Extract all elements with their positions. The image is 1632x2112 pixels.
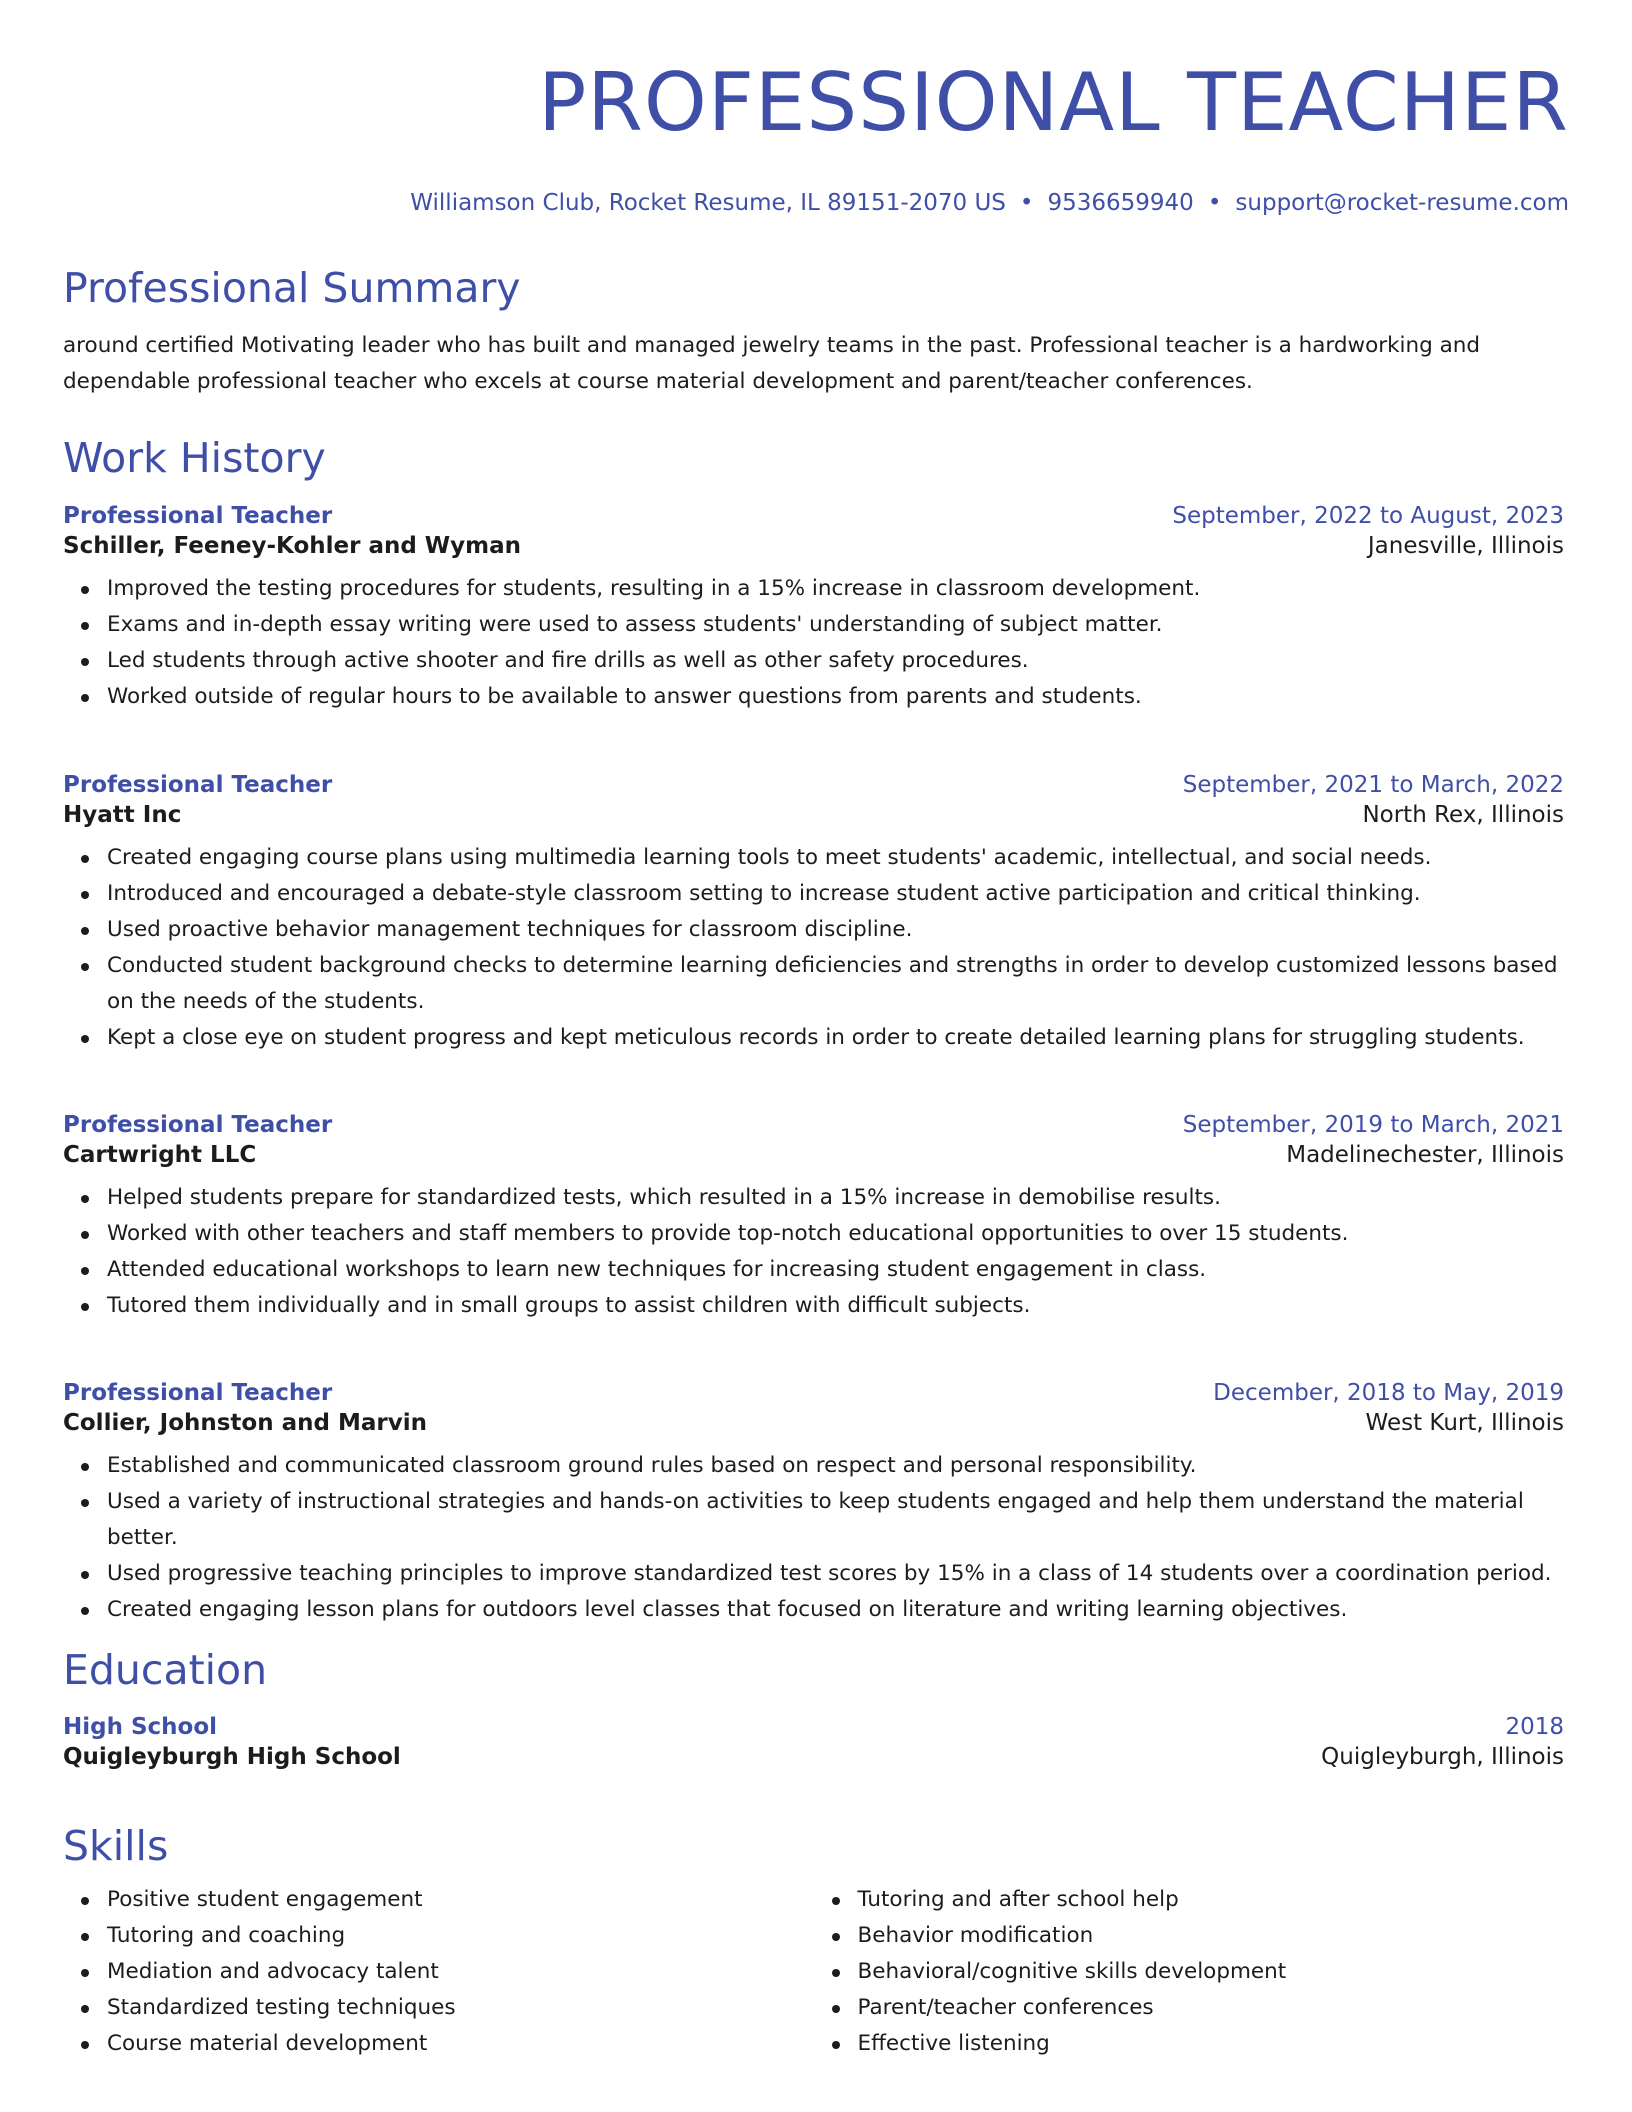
- section-title-summary: Professional Summary: [63, 264, 521, 312]
- section-title-work: Work History: [63, 434, 326, 482]
- address: Williamson Club, Rocket Resume, IL 89151-2070 US: [410, 190, 1006, 216]
- job-bullets: [63, 1448, 1564, 1628]
- list-item: Created engaging course plans using multimedia learning tools to meet students' academic, intellectual, and social needs.: [107, 840, 1564, 876]
- skill-item: Standardized testing techniques: [107, 1990, 814, 2026]
- email: support@rocket-resume.com: [1235, 190, 1569, 216]
- summary-text: around certified Motivating leader who has built and managed jewelry teams in the past. Professional teacher is a hardworking and dependable professional teacher who excels at course material development and parent/teacher conferences.: [63, 333, 1481, 394]
- separator: •: [1207, 190, 1222, 216]
- job-dates: September, 2019 to March, 2021: [1182, 1112, 1564, 1138]
- job-location: Madelinechester, Illinois: [1286, 1142, 1564, 1168]
- job-dates: September, 2022 to August, 2023: [1172, 503, 1564, 529]
- skill-item: Course material development: [107, 2026, 814, 2062]
- list-item: Kept a close eye on student progress and kept meticulous records in order to create detailed learning plans for struggling students.: [107, 1020, 1564, 1056]
- skill-item: Mediation and advocacy talent: [107, 1954, 814, 1990]
- job-company: Cartwright LLC: [63, 1142, 257, 1168]
- list-item: Helped students prepare for standardized tests, which resulted in a 15% increase in demobilise results.: [107, 1180, 1564, 1216]
- list-item: Tutored them individually and in small groups to assist children with difficult subjects.: [107, 1288, 1564, 1324]
- summary-section: [63, 262, 1564, 400]
- skill-item: Positive student engagement: [107, 1882, 814, 1918]
- contact-line: [63, 188, 1569, 218]
- list-item: Led students through active shooter and fire drills as well as other safety procedures.: [107, 643, 1564, 679]
- job-bullets: [63, 1180, 1564, 1324]
- job-company: Hyatt Inc: [63, 802, 182, 828]
- job-role: Professional Teacher: [63, 1112, 333, 1138]
- section-title-education: Education: [63, 1646, 268, 1694]
- list-item: Attended educational workshops to learn new techniques for increasing student engagement in class.: [107, 1252, 1564, 1288]
- job-bullets: [63, 840, 1564, 1056]
- list-item: Worked outside of regular hours to be available to answer questions from parents and students.: [107, 679, 1564, 715]
- job-role: Professional Teacher: [63, 772, 333, 798]
- list-item: Conducted student background checks to determine learning deficiencies and strengths in order to develop customized lessons based on the needs of the students.: [107, 948, 1564, 1020]
- job-role: Professional Teacher: [63, 503, 333, 529]
- list-item: Used a variety of instructional strategies and hands-on activities to keep students engaged and help them understand the material better.: [107, 1484, 1564, 1556]
- phone: 9536659940: [1047, 190, 1194, 216]
- skill-item: Parent/teacher conferences: [858, 1990, 1565, 2026]
- job-entry: [63, 772, 1564, 1056]
- list-item: Used proactive behavior management techniques for classroom discipline.: [107, 912, 1564, 948]
- job-bullets: [63, 571, 1564, 715]
- skill-item: Tutoring and after school help: [858, 1882, 1565, 1918]
- list-item: Introduced and encouraged a debate-style classroom setting to increase student active participation and critical thinking.: [107, 876, 1564, 912]
- job-company: Schiller, Feeney-Kohler and Wyman: [63, 533, 522, 559]
- education-school: Quigleyburgh High School: [63, 1744, 401, 1770]
- skills-section: [63, 1820, 1564, 2062]
- skill-item: Behavioral/cognitive skills development: [858, 1954, 1565, 1990]
- job-role: Professional Teacher: [63, 1380, 333, 1406]
- job-dates: December, 2018 to May, 2019: [1213, 1380, 1564, 1406]
- skills-list-left: [63, 1882, 814, 2062]
- list-item: Established and communicated classroom ground rules based on respect and personal responsibility.: [107, 1448, 1564, 1484]
- job-entry: [63, 1380, 1564, 1628]
- list-item: Used progressive teaching principles to improve standardized test scores by 15% in a class of 14 students over a coordination period.: [107, 1556, 1564, 1592]
- skill-item: Tutoring and coaching: [107, 1918, 814, 1954]
- job-company: Collier, Johnston and Marvin: [63, 1410, 427, 1436]
- list-item: Worked with other teachers and staff members to provide top-notch educational opportunities to over 15 students.: [107, 1216, 1564, 1252]
- skills-list-right: [814, 1882, 1565, 2062]
- list-item: Exams and in-depth essay writing were used to assess students' understanding of subject matter.: [107, 607, 1564, 643]
- skill-item: Behavior modification: [858, 1918, 1565, 1954]
- list-item: Improved the testing procedures for students, resulting in a 15% increase in classroom development.: [107, 571, 1564, 607]
- resume-name: PROFESSIONAL TEACHER: [538, 56, 1569, 149]
- skill-item: Effective listening: [858, 2026, 1565, 2062]
- job-location: North Rex, Illinois: [1362, 802, 1564, 828]
- section-title-skills: Skills: [63, 1822, 169, 1870]
- list-item: Created engaging lesson plans for outdoors level classes that focused on literature and writing learning objectives.: [107, 1592, 1564, 1628]
- education-degree: High School: [63, 1714, 218, 1740]
- skills-columns: [63, 1882, 1564, 2062]
- education-year: 2018: [1505, 1714, 1564, 1740]
- education-location: Quigleyburgh, Illinois: [1321, 1744, 1564, 1770]
- job-location: West Kurt, Illinois: [1365, 1410, 1564, 1436]
- job-location: Janesville, Illinois: [1367, 533, 1564, 559]
- job-entry: [63, 1112, 1564, 1324]
- education-section: [63, 1644, 1564, 1770]
- separator: •: [1019, 190, 1034, 216]
- job-dates: September, 2021 to March, 2022: [1182, 772, 1564, 798]
- job-entry: [63, 503, 1564, 715]
- work-section-title-wrap: [63, 432, 1564, 484]
